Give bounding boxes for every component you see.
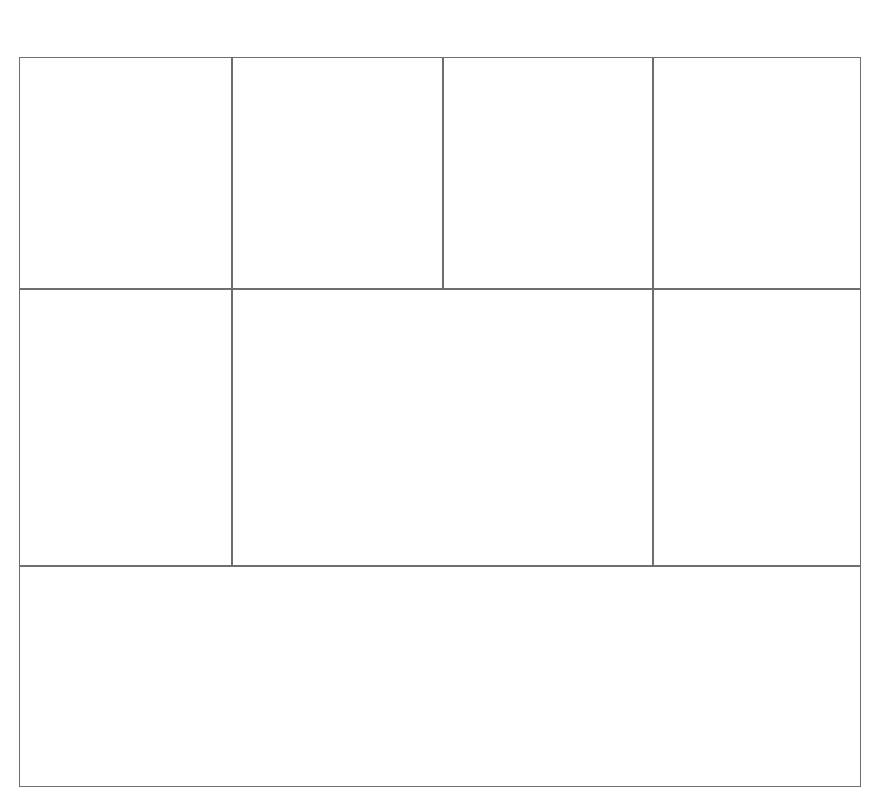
divider: [231, 57, 233, 289]
divider: [442, 57, 444, 289]
divider: [19, 288, 861, 290]
divider: [231, 288, 233, 566]
divider: [652, 57, 654, 566]
program-table: [19, 57, 861, 787]
divider: [19, 565, 861, 567]
